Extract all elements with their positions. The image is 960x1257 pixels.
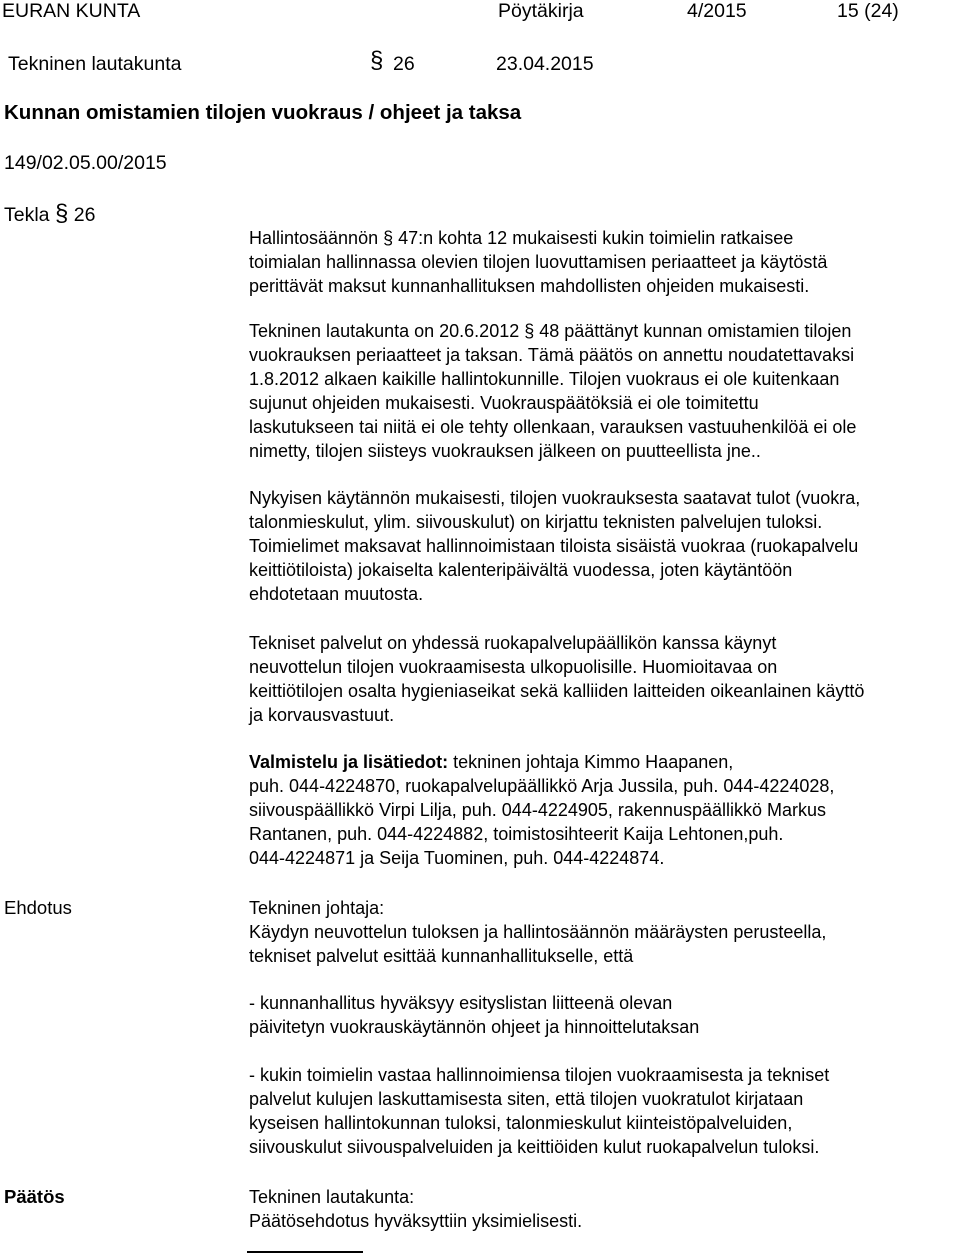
preparation-info [249, 750, 834, 870]
tekla-label [4, 200, 96, 227]
text-line: 044-4224871 ja Seija Tuominen, puh. 044-4224874. [249, 848, 665, 868]
meeting-date: 23.04.2015 [496, 53, 594, 75]
text-line: laskutukseen tai niitä ei ole tehty ollenkaan, varauksen vastuuhenkilöä ei ole [249, 417, 857, 437]
text-line: Nykyisen käytännön mukaisesti, tilojen vuokrauksesta saatavat tulot (vuokra, [249, 488, 861, 508]
closing-rule [247, 1251, 363, 1253]
section-sign-icon: § [370, 47, 384, 74]
text-line: tekniset palvelut esittää kunnanhallitukselle, että [249, 946, 634, 966]
preparation-label: Valmistelu ja lisätiedot: [249, 752, 449, 772]
paatos-label: Päätös [4, 1186, 65, 1207]
text-line: toimialan hallinnassa olevien tilojen luovuttamisen periaatteet ja käytöstä [249, 252, 828, 272]
text-line: sujunut ohjeiden mukaisesti. Vuokrauspäätöksiä ei ole toimitettu [249, 393, 759, 413]
text-line: perittävät maksut kunnanhallituksen mahdollisten ohjeiden mukaisesti. [249, 276, 810, 296]
ehdotus-item-1 [249, 991, 699, 1039]
text-line: 1.8.2012 alkaen kaikille hallintokunnille. Tilojen vuokraus ei ole kuitenkaan [249, 369, 840, 389]
municipality-name: EURAN KUNTA [2, 0, 141, 22]
paatos-text [249, 1185, 582, 1233]
ehdotus-label: Ehdotus [4, 897, 72, 918]
text-line: keittiötiloista) jokaiselta kalenteripäivältä vuodessa, joten käytäntöön [249, 560, 793, 580]
text-line: talonmieskulut, ylim. siivouskulut) on kirjattu teknisten palvelujen tuloksi. [249, 512, 823, 532]
dossier-number: 149/02.05.00/2015 [4, 152, 167, 174]
text-line: nimetty, tilojen siisteys vuokrauksen jälkeen on puutteellista jne.. [249, 441, 761, 461]
text-line: päivitetyn vuokrauskäytännön ohjeet ja hinnoittelutaksan [249, 1017, 700, 1037]
text-line: siivouskulut siivouspalveluiden ja keittiöiden kulut ruokapalvelun tuloksi. [249, 1137, 820, 1157]
text-line: Käydyn neuvottelun tuloksen ja hallintosäännön määräysten perusteella, [249, 922, 827, 942]
text-line: Tekninen lautakunta on 20.6.2012 § 48 päättänyt kunnan omistamien tilojen [249, 321, 852, 341]
text-line: - kukin toimielin vastaa hallinnoimiensa tilojen vuokraamisesta ja tekniset [249, 1065, 830, 1085]
text-line: Hallintosäännön § 47:n kohta 12 mukaisesti kukin toimielin ratkaisee [249, 228, 794, 248]
committee-name: Tekninen lautakunta [8, 53, 182, 75]
text-line: Päätösehdotus hyväksyttiin yksimielisesti. [249, 1211, 583, 1231]
text-line: neuvottelun tilojen vuokraamisesta ulkopuolisille. Huomioitavaa on [249, 657, 778, 677]
paragraph-previous-decision [249, 319, 856, 463]
ehdotus-intro [249, 896, 826, 968]
paragraph-current-practice [249, 486, 860, 606]
text-line: siivouspäällikkö Virpi Lilja, puh. 044-4224905, rakennuspäällikkö Markus [249, 800, 827, 820]
ehdotus-item-2 [249, 1063, 829, 1159]
preparation-first-line [249, 750, 834, 774]
section-number: 26 [393, 53, 415, 75]
text-line: Toimielimet maksavat hallinnoimistaan tiloista sisäistä vuokraa (ruokapalvelu [249, 536, 859, 556]
paragraph-negotiation [249, 631, 864, 727]
text-line: Tekninen johtaja: [249, 898, 385, 918]
page-title: Kunnan omistamien tilojen vuokraus / ohjeet ja taksa [4, 101, 522, 124]
preparation-contact: tekninen johtaja Kimmo Haapanen, [448, 752, 734, 772]
text-line: Rantanen, puh. 044-4224882, toimistosihteerit Kaija Lehtonen,puh. [249, 824, 784, 844]
text-line: keittiötilojen osalta hygieniaseikat sekä kalliiden laitteiden oikeanlainen käyttö [249, 681, 865, 701]
text-line: Tekniset palvelut on yhdessä ruokapalvelupäällikön kanssa käynyt [249, 633, 777, 653]
text-line: ja korvausvastuut. [249, 705, 395, 725]
text-line: puh. 044-4224870, ruokapalvelupäällikkö Arja Jussila, puh. 044-4224028, [249, 776, 835, 796]
document-type: Pöytäkirja [498, 0, 584, 22]
text-line: - kunnanhallitus hyväksyy esityslistan liitteenä olevan [249, 993, 673, 1013]
paragraph-hallintosaanto [249, 226, 827, 298]
tekla-number: 26 [73, 204, 96, 226]
text-line: ehdotetaan muutosta. [249, 584, 424, 604]
text-line: kyseisen hallintokunnan tuloksi, talonmieskulut kiinteistöpalveluiden, [249, 1113, 793, 1133]
section-sign-icon: § [54, 200, 69, 227]
tekla-label-text: Tekla [4, 204, 50, 226]
text-line: vuokrauksen periaatteet ja taksan. Tämä päätös on annettu noudatettavaksi [249, 345, 855, 365]
page-number: 15 (24) [837, 0, 899, 22]
document-number: 4/2015 [687, 0, 747, 22]
text-line: Tekninen lautakunta: [249, 1187, 415, 1207]
text-line: palvelut kulujen laskuttamisesta siten, että tilojen vuokratulot kirjataan [249, 1089, 804, 1109]
